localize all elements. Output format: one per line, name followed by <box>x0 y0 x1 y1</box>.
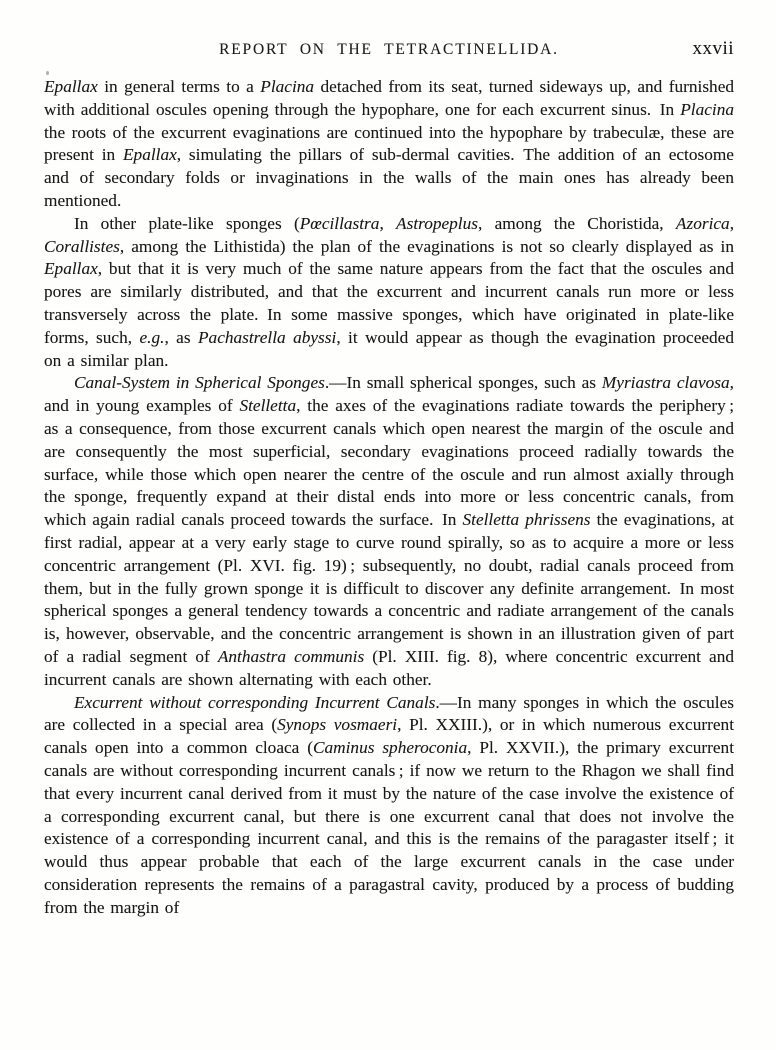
italic-text-run: Astropeplus <box>396 213 478 233</box>
text-run: , as <box>164 327 198 347</box>
text-run: , but that it is very much of the same nature appears from the fact that the oscules and pores are similarly distributed, and that the excurrent and incurrent canals run more or less transversely across the plate. In some massive sponges, which have originated in plate-like forms, such, <box>44 259 734 347</box>
italic-text-run: Anthastra communis <box>217 646 365 666</box>
text-run: , Pl. XXIII.), or in which numerous excurrent canals open into a common cloaca ( <box>44 715 734 758</box>
text-run: , the axes of the evaginations radiate towards the periphery ; as a consequence, from those excurrent canals which open nearest the margin of the oscule and are consequently the most superficial, secondary evaginations proceed radially towards the surface, while those which open nearer the centre of the oscule and run almost axially through the sponge, frequently expand at their distal ends into more or less concentric canals, from which again radial canals proceed towards the surface. In <box>44 396 734 530</box>
scan-speck-artifact <box>46 71 49 75</box>
text-run: the evaginations, at first radial, appear at a very early stage to curve round spirally, so as to acquire a more or less concentric arrangement (Pl. XVI. fig. 19) ; subsequently, no doubt, radial canals proceed from them, but in the fully grown sponge it is difficult to discover any definite arrangement. In most spherical sponges a general tendency towards a concentric and radiate arrangement of the canals is, however, observable, and the concentric arrangement is shown in an illustration given of part of a radial segment of <box>44 510 734 666</box>
italic-text-run: Myriastra clavosa <box>601 373 730 393</box>
text-run: detached from its seat, turned sideways up, and furnished with additional oscules opening through the hypophare, one for each excurrent sinus. In <box>44 77 734 119</box>
text-run: , <box>729 213 735 233</box>
italic-text-run: Placina <box>680 99 734 119</box>
text-run: , simulating the pillars of sub-dermal cavities. The addition of an ectosome and of secondary folds or invaginations in the walls of the main ones has already been mentioned. <box>44 145 734 210</box>
text-run: , Pl. XXVII.), the primary excurrent canals are without corresponding incurrent canals ; if now we return to the Rhagon we shall find that every incurrent canal derived from it must by the nature of the case involve the existence of a corresponding excurrent canal, but there is one excurrent canal that does not involve the existence of a corresponding incurrent canal, and this is the remains of the paragaster itself ; it would thus appear probable that each of the large excurrent canals in the case under consideration represents the remains of a paragastral cavity, produced by a process of budding from the margin of <box>44 738 734 917</box>
paragraph <box>44 213 734 373</box>
italic-text-run: Epallax <box>44 259 98 279</box>
text-run: .—In small spherical sponges, such as <box>324 373 602 393</box>
text-run: , among the Lithistida) the plan of the evaginations is not so clearly displayed as in <box>119 236 734 256</box>
italic-text-run: Epallax <box>44 77 98 96</box>
text-run: in general terms to a <box>97 77 261 96</box>
italic-text-run: Caminus spheroconia <box>312 738 468 758</box>
text-run: , and in young examples of <box>44 373 734 416</box>
text-run: .—In many sponges in which the oscules are collected in a special area ( <box>44 692 735 735</box>
text-run: , it would appear as though the evagination proceeded on a similar plan. <box>44 327 734 370</box>
italic-text-run: Excurrent without corresponding Incurrent Canals <box>74 692 436 712</box>
text-run: , among the Choristida, <box>477 213 676 233</box>
italic-text-run: Stelletta phrissens <box>462 510 591 530</box>
italic-text-run: Stelletta <box>239 396 297 416</box>
italic-text-run: Synops vosmaeri <box>277 715 398 735</box>
running-head <box>44 38 734 63</box>
page-body <box>44 76 734 919</box>
italic-text-run: Azorica <box>675 213 730 233</box>
paragraph <box>44 372 734 691</box>
page-number: xxvii <box>692 38 734 59</box>
italic-text-run: Epallax <box>123 145 177 165</box>
paragraph <box>44 692 734 920</box>
italic-text-run: Pœcillastra <box>299 213 380 233</box>
running-title: REPORT ON THE TETRACTINELLIDA. <box>219 41 559 58</box>
text-run: the roots of the excurrent evaginations are continued into the hypophare by trabeculæ, these are present in <box>44 122 734 165</box>
text-run: In other plate-like sponges ( <box>74 213 300 233</box>
paragraph <box>44 76 734 213</box>
italic-text-run: Placina <box>260 77 315 96</box>
italic-text-run: Canal-System in Spherical Sponges <box>74 373 325 393</box>
italic-text-run: e.g. <box>139 327 165 347</box>
italic-text-run: Pachastrella abyssi <box>198 327 337 347</box>
italic-text-run: Corallistes <box>44 236 120 256</box>
text-run: , <box>379 213 397 233</box>
text-run: (Pl. XIII. fig. 8), where concentric excurrent and incurrent canals are shown alternating with each other. <box>44 646 735 689</box>
